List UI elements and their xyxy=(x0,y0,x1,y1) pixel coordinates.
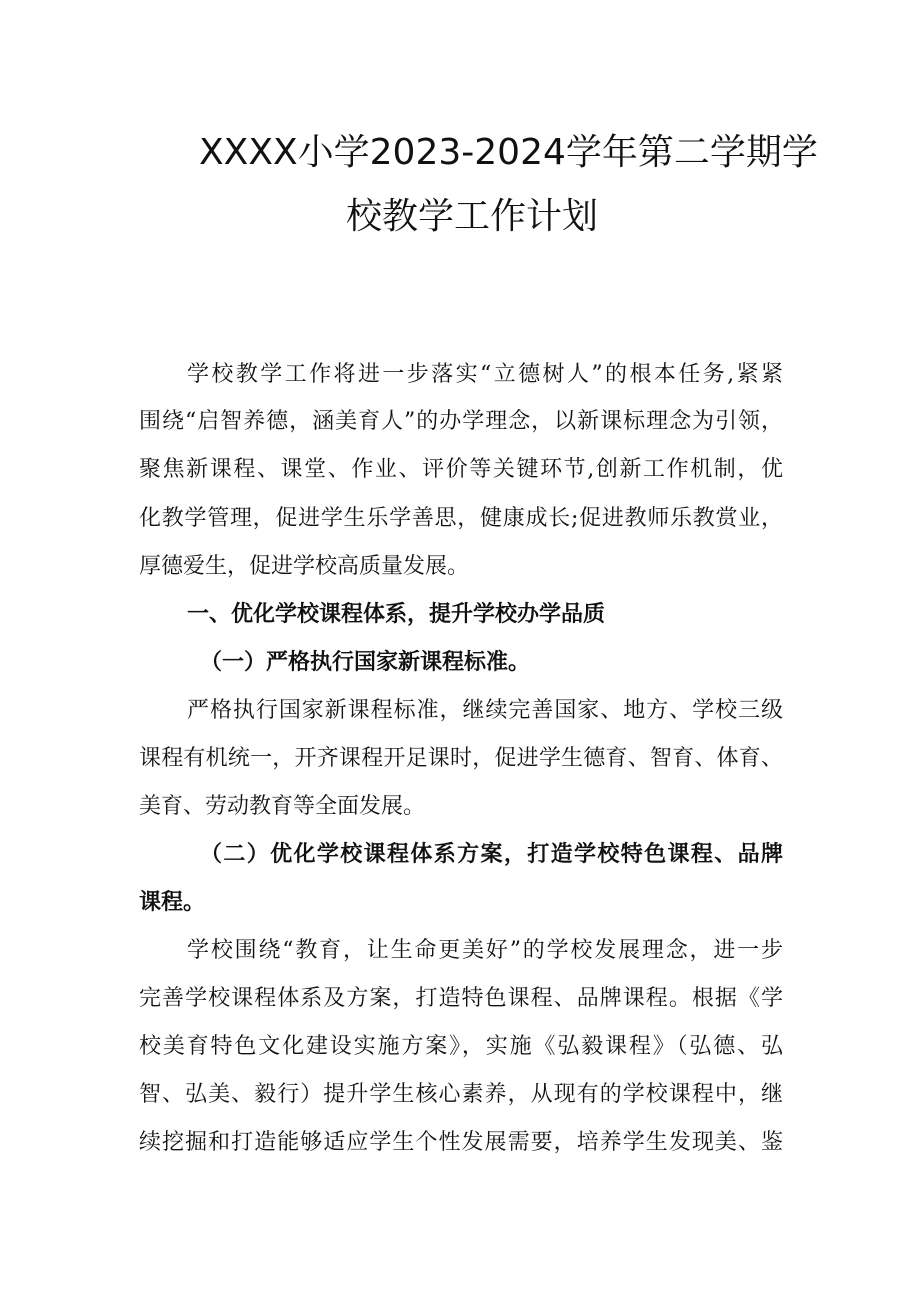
document-title-line-1: XXXX小学2023-2024学年第二学期学 xyxy=(199,132,818,173)
subsection-2-line-2: 完善学校课程体系及方案，打造特色课程、品牌课程。根据《学 xyxy=(139,986,783,1011)
subsection-1-line-1: 严格执行国家新课程标准，继续完善国家、地方、学校三级 xyxy=(187,698,783,723)
intro-line-4: 化教学管理，促进学生乐学善思，健康成长;促进教师乐教赏业， xyxy=(139,506,783,531)
subsection-2-line-3: 校美育特色文化建设实施方案》，实施《弘毅课程》（弘德、弘 xyxy=(139,1034,783,1059)
document-title-line-2: 校教学工作计划 xyxy=(346,196,599,237)
intro-line-2: 围绕“启智养德，涵美育人”的办学理念，以新课标理念为引领， xyxy=(139,409,783,434)
subsection-2-line-5: 续挖掘和打造能够适应学生个性发展需要，培养学生发现美、鉴 xyxy=(139,1130,783,1155)
subsection-1-line-2: 课程有机统一，开齐课程开足课时，促进学生德育、智育、体育、 xyxy=(139,746,783,771)
subsection-2-heading-line-1: （二）优化学校课程体系方案，打造学校特色课程、品牌 xyxy=(200,842,783,867)
subsection-1-line-3: 美育、劳动教育等全面发展。 xyxy=(139,794,426,819)
intro-line-3: 聚焦新课程、课堂、作业、评价等关键环节,创新工作机制，优 xyxy=(139,457,783,482)
intro-line-1: 学校教学工作将进一步落实“立德树人”的根本任务,紧紧 xyxy=(187,362,783,387)
subsection-2-line-1: 学校围绕“教育，让生命更美好”的学校发展理念，进一步 xyxy=(187,938,783,963)
subsection-2-line-4: 智、弘美、毅行）提升学生核心素养，从现有的学校课程中，继 xyxy=(139,1082,783,1107)
section-1-heading: 一、优化学校课程体系，提升学校办学品质 xyxy=(187,602,606,627)
intro-line-5: 厚德爱生，促进学校高质量发展。 xyxy=(139,554,470,579)
subsection-2-heading-line-2: 课程。 xyxy=(139,890,206,915)
subsection-1-heading: （一）严格执行国家新课程标准。 xyxy=(200,650,531,675)
